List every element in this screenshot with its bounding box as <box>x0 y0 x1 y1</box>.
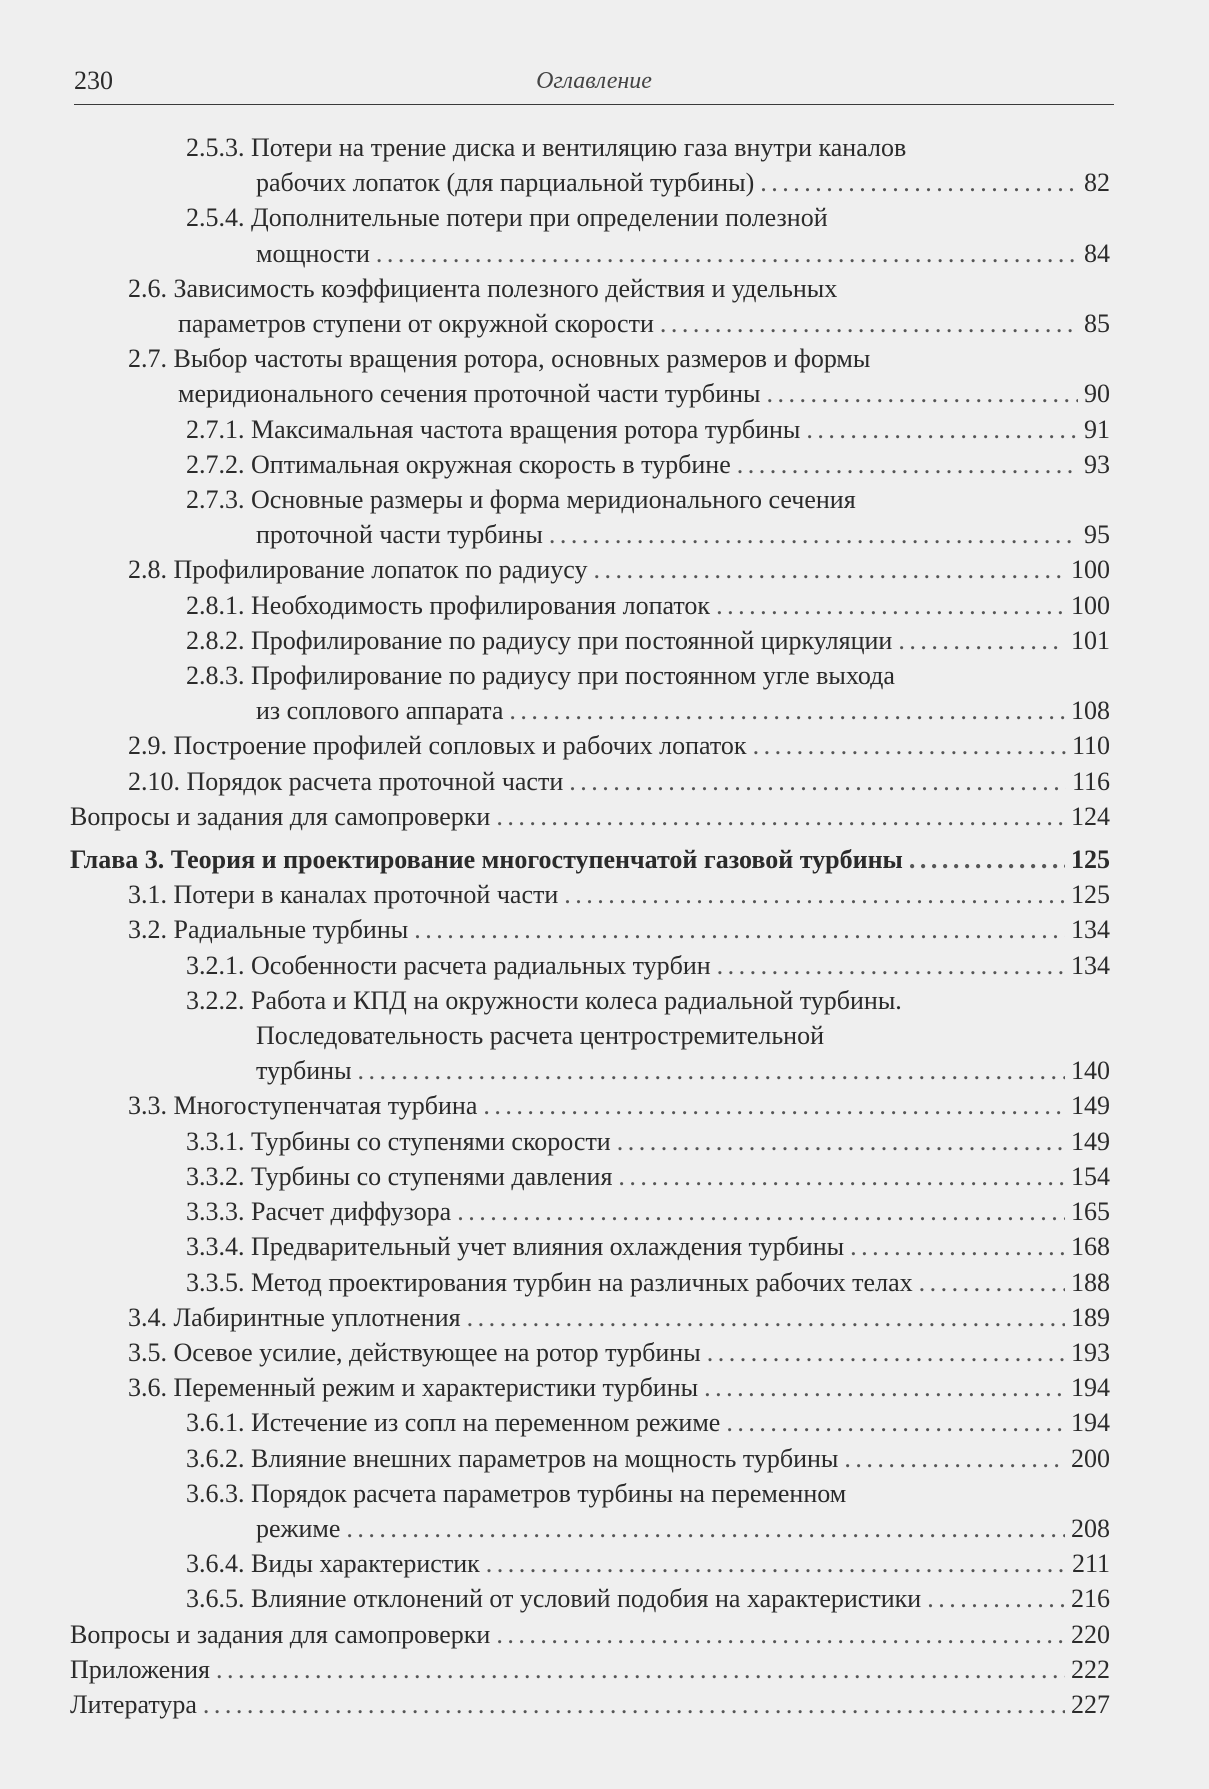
dot-leader <box>806 412 1078 447</box>
toc-entry <box>70 552 1110 587</box>
toc-entry-number: 2.5.3. <box>186 133 251 162</box>
toc-entry <box>70 1370 1110 1405</box>
toc-entry-title-line: Зависимость коэффициента полезного действия и удельных <box>173 273 838 303</box>
toc-entry <box>70 1194 1110 1229</box>
toc-page-number: 222 <box>1071 1654 1110 1684</box>
toc-page-number: 100 <box>1071 555 1110 585</box>
toc-page-number: 194 <box>1071 1408 1110 1438</box>
toc-entry <box>70 412 1110 447</box>
toc-entry-title: рабочих лопаток (для парциальной турбины) <box>256 168 755 198</box>
dot-leader <box>376 236 1078 271</box>
toc-page-number: 95 <box>1084 520 1110 550</box>
toc-entry-title: мощности <box>256 238 370 268</box>
toc-entry <box>70 623 1110 658</box>
toc-entry-title: Приложения <box>70 1654 210 1684</box>
toc-page-number: 125 <box>1071 880 1110 910</box>
toc-entry <box>70 728 1110 763</box>
dot-leader <box>549 517 1078 552</box>
dot-leader <box>414 912 1065 947</box>
dot-leader <box>346 1511 1065 1546</box>
toc-entry <box>70 799 1110 834</box>
toc-entry-title: 3.6. Переменный режим и характеристики турбины <box>128 1373 699 1403</box>
dot-leader <box>509 693 1065 728</box>
toc-entry-number: 2.5.4. <box>186 203 251 233</box>
dot-leader <box>753 728 1066 763</box>
toc-entry <box>70 1581 1110 1616</box>
dot-leader <box>569 764 1066 799</box>
toc-entry-title: 3.6.1. Истечение из сопл на переменном режиме <box>186 1408 721 1438</box>
page-header <box>74 62 1114 105</box>
dot-leader <box>766 376 1078 411</box>
dot-leader <box>716 588 1065 623</box>
toc-entry <box>70 764 1110 799</box>
toc-page-number: 93 <box>1084 449 1110 479</box>
toc-entry <box>70 1441 1110 1476</box>
toc-entry-title: 3.1. Потери в каналах проточной части <box>128 880 559 910</box>
toc-entry-title: 3.5. Осевое усилие, действующее на ротор турбины <box>128 1337 701 1367</box>
dot-leader <box>483 1088 1065 1123</box>
toc-page-number: 194 <box>1071 1373 1110 1403</box>
dot-leader <box>850 1229 1065 1264</box>
toc-page-number: 216 <box>1071 1584 1110 1614</box>
toc-entry-title: 2.10. Порядок расчета проточной части <box>128 766 564 796</box>
toc-page-number: 211 <box>1071 1549 1110 1579</box>
toc-entry-title-line: Последовательность расчета центростремительной <box>256 1021 825 1051</box>
dot-leader <box>617 1124 1065 1159</box>
toc-page-number: 134 <box>1071 950 1110 980</box>
toc-page-number: 125 <box>1071 845 1110 875</box>
toc-entry <box>70 447 1110 482</box>
dot-leader <box>909 842 1065 877</box>
toc-entry-title: 2.7.1. Максимальная частота вращения ротора турбины <box>186 414 801 444</box>
toc-entry-title-line: Выбор частоты вращения ротора, основных размеров и формы <box>173 344 871 374</box>
toc-entry <box>70 341 1110 411</box>
toc-entry <box>70 1229 1110 1264</box>
toc-entry <box>70 1405 1110 1440</box>
toc-entry <box>70 1652 1110 1687</box>
dot-leader <box>564 877 1065 912</box>
toc-entry <box>70 1265 1110 1300</box>
toc-entry <box>70 842 1110 877</box>
toc-entry-title: проточной части турбины <box>256 520 543 550</box>
toc-entry-title: 3.3.4. Предварительный учет влияния охлаждения турбины <box>186 1232 845 1262</box>
toc-entry-title: 2.8. Профилирование лопаток по радиусу <box>128 555 588 585</box>
toc-entry-number: 2.7.3. <box>186 485 251 515</box>
toc-entry-title: параметров ступени от окружной скорости <box>178 309 654 339</box>
toc-entry-title: 3.2. Радиальные турбины <box>128 915 409 945</box>
toc-entry-title: 2.8.1. Необходимость профилирования лопаток <box>186 590 711 620</box>
toc-page-number: 200 <box>1071 1443 1110 1473</box>
toc-entry-title: режиме <box>256 1513 341 1543</box>
toc-page-number: 227 <box>1071 1689 1110 1719</box>
dot-leader <box>486 1546 1066 1581</box>
dot-leader <box>707 1335 1065 1370</box>
dot-leader <box>760 165 1078 200</box>
dot-leader <box>593 552 1065 587</box>
toc-entry-number: 2.7. <box>128 344 174 374</box>
toc-entry-title: 3.3.1. Турбины со ступенями скорости <box>186 1126 611 1156</box>
toc-entry <box>70 1546 1110 1581</box>
page-number: 230 <box>74 66 113 95</box>
toc-entry <box>70 1687 1110 1722</box>
toc-entry-number: 3.6.3. <box>186 1478 251 1508</box>
toc-entry-title-line: Профилирование по радиусу при постоянном угле выхода <box>251 661 895 691</box>
dot-leader <box>358 1053 1065 1088</box>
toc-page-number: 82 <box>1084 168 1110 198</box>
toc-page-number: 208 <box>1071 1513 1110 1543</box>
toc-entry <box>70 130 1110 200</box>
dot-leader <box>496 1617 1065 1652</box>
dot-leader <box>704 1370 1065 1405</box>
dot-leader <box>203 1687 1065 1722</box>
toc-entry-number: 2.8.3. <box>186 661 251 691</box>
toc-page-number: 108 <box>1071 696 1110 726</box>
toc-page-number: 110 <box>1071 731 1110 761</box>
toc-entry-title: 2.8.2. Профилирование по радиусу при постоянной циркуляции <box>186 625 893 655</box>
toc-entry-title: Вопросы и задания для самопроверки <box>70 1619 491 1649</box>
toc-entry-title: из соплового аппарата <box>256 696 504 726</box>
dot-leader <box>898 623 1065 658</box>
toc-entry-title: 3.2.1. Особенности расчета радиальных турбин <box>186 950 711 980</box>
dot-leader <box>737 447 1078 482</box>
toc-entry-title: Глава 3. Теория и проектирование многоступенчатой газовой турбины <box>70 845 903 875</box>
dot-leader <box>927 1581 1065 1616</box>
toc-page-number: 85 <box>1084 309 1110 339</box>
dot-leader <box>467 1300 1065 1335</box>
toc-entry <box>70 1476 1110 1546</box>
running-title: Оглавление <box>536 68 652 94</box>
toc-entry-title: меридионального сечения проточной части турбины <box>178 379 761 409</box>
dot-leader <box>457 1194 1065 1229</box>
toc-page-number: 100 <box>1071 590 1110 620</box>
toc-entry-title: турбины <box>256 1056 352 1086</box>
toc-entry-title-line: Работа и КПД на окружности колеса радиальной турбины. <box>251 985 902 1015</box>
dot-leader <box>216 1652 1065 1687</box>
toc-entry <box>70 271 1110 341</box>
toc-page-number: 149 <box>1071 1091 1110 1121</box>
toc-page-number: 91 <box>1084 414 1110 444</box>
toc-entry-title-line: Потери на трение диска и вентиляцию газа внутри каналов <box>251 133 907 162</box>
toc-entry <box>70 658 1110 728</box>
toc-entry-title-line: Основные размеры и форма меридионального сечения <box>251 485 856 515</box>
dot-leader <box>726 1405 1065 1440</box>
dot-leader <box>660 306 1078 341</box>
toc-entry <box>70 1159 1110 1194</box>
toc-entry <box>70 877 1110 912</box>
toc-entry <box>70 912 1110 947</box>
toc-entry-title: 3.6.4. Виды характеристик <box>186 1549 480 1579</box>
toc-entry <box>70 588 1110 623</box>
toc-entry-title: 3.6.5. Влияние отклонений от условий подобия на характеристики <box>186 1584 922 1614</box>
toc-entry <box>70 200 1110 270</box>
toc-page-number: 220 <box>1071 1619 1110 1649</box>
toc-entry-title: 2.7.2. Оптимальная окружная скорость в турбине <box>186 449 731 479</box>
toc-page-number: 165 <box>1071 1197 1110 1227</box>
toc-page-number: 140 <box>1071 1056 1110 1086</box>
toc-entry <box>70 482 1110 552</box>
dot-leader <box>496 799 1065 834</box>
toc-entry-title: 2.9. Построение профилей сопловых и рабочих лопаток <box>128 731 747 761</box>
toc-entry-title: 3.4. Лабиринтные уплотнения <box>128 1302 461 1332</box>
toc-entry-title-line: Порядок расчета параметров турбины на переменном <box>251 1478 847 1508</box>
toc-page-number: 188 <box>1071 1267 1110 1297</box>
toc-page-number: 193 <box>1071 1337 1110 1367</box>
toc-page-number: 168 <box>1071 1232 1110 1262</box>
toc-entry <box>70 1617 1110 1652</box>
dot-leader <box>919 1265 1065 1300</box>
toc-entry <box>70 983 1110 1089</box>
toc-entry <box>70 1335 1110 1370</box>
dot-leader <box>717 948 1065 983</box>
toc-entry-title: Литература <box>70 1689 197 1719</box>
toc-page-number: 101 <box>1071 625 1110 655</box>
toc-entry <box>70 948 1110 983</box>
toc-entry-title: 3.3.2. Турбины со ступенями давления <box>186 1161 613 1191</box>
toc-entry-title-line: Дополнительные потери при определении полезной <box>251 203 828 233</box>
toc-entry-number: 2.6. <box>128 273 174 303</box>
dot-leader <box>844 1441 1065 1476</box>
toc-entry <box>70 1124 1110 1159</box>
toc-page-number: 189 <box>1071 1302 1110 1332</box>
toc-entry <box>70 1088 1110 1123</box>
toc-page-number: 154 <box>1071 1161 1110 1191</box>
toc-page-number: 134 <box>1071 915 1110 945</box>
toc-entry-title: 3.3.5. Метод проектирования турбин на различных рабочих телах <box>186 1267 913 1297</box>
toc-entry-title: 3.3.3. Расчет диффузора <box>186 1197 452 1227</box>
toc-page-number: 116 <box>1071 766 1110 796</box>
toc-page-number: 149 <box>1071 1126 1110 1156</box>
toc-page-number: 90 <box>1084 379 1110 409</box>
toc-entry-number: 3.2.2. <box>186 985 251 1015</box>
toc-entry <box>70 1300 1110 1335</box>
table-of-contents <box>70 130 1110 1722</box>
toc-page-number: 84 <box>1084 238 1110 268</box>
toc-page-number: 124 <box>1071 801 1110 831</box>
toc-entry-title: 3.3. Многоступенчатая турбина <box>128 1091 478 1121</box>
toc-entry-title: Вопросы и задания для самопроверки <box>70 801 491 831</box>
toc-entry-title: 3.6.2. Влияние внешних параметров на мощность турбины <box>186 1443 839 1473</box>
dot-leader <box>618 1159 1065 1194</box>
